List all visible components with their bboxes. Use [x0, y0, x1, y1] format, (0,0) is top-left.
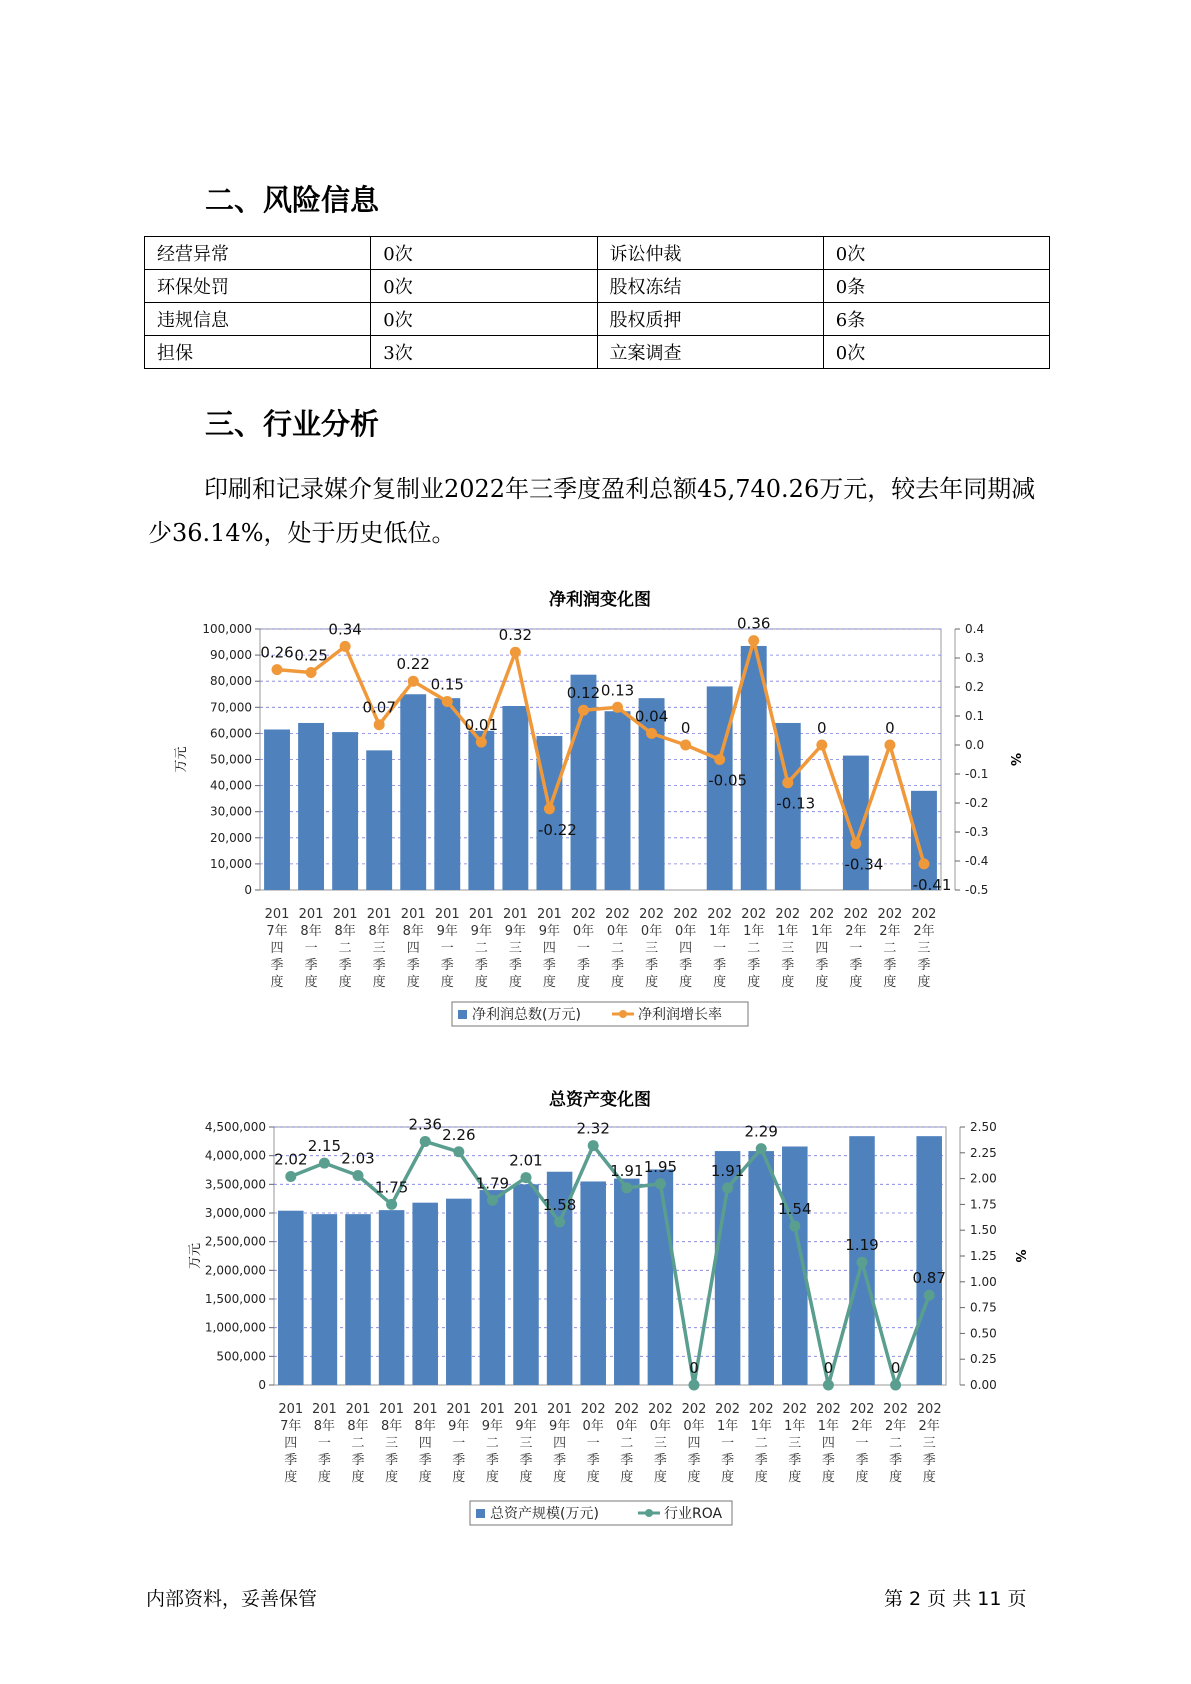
x-tick-label: 202 1年四季度 — [815, 1402, 841, 1485]
data-point — [374, 719, 385, 730]
bar — [345, 1214, 371, 1385]
risk-table — [144, 236, 1050, 369]
data-point — [340, 641, 351, 652]
data-label: 1.54 — [778, 1200, 812, 1219]
chart2-title: 总资产变化图 — [549, 1090, 651, 1110]
bar — [480, 1190, 506, 1385]
total-assets-chart — [150, 1115, 1050, 1545]
y-left-tick-label: 50,000 — [210, 752, 252, 767]
y-left-tick-label: 90,000 — [210, 648, 252, 663]
data-point — [714, 754, 725, 765]
x-tick-label: 202 2年二季度 — [877, 907, 903, 990]
y-left-tick-label: 2,000,000 — [204, 1263, 266, 1278]
data-label: 1.95 — [643, 1157, 678, 1176]
data-point — [612, 702, 623, 713]
risk-item-value: 0条 — [823, 270, 1049, 303]
data-label: 0 — [823, 1359, 834, 1377]
data-label: 0.01 — [464, 716, 499, 735]
x-tick-label: 201 9年四季度 — [547, 1402, 573, 1485]
y-right-axis-label: % — [1007, 752, 1022, 767]
data-point — [588, 1140, 599, 1151]
x-tick-label: 202 0年二季度 — [614, 1402, 640, 1485]
data-label: 0 — [890, 1359, 901, 1377]
data-label: 0.22 — [396, 655, 430, 674]
y-left-axis-label: 万元 — [188, 1242, 203, 1270]
bar — [446, 1199, 472, 1385]
risk-heading: 二、风险信息 — [205, 183, 380, 217]
legend-bar-label: 净利润总数(万元) — [472, 1007, 581, 1023]
y-left-tick-label: 3,000,000 — [204, 1206, 266, 1220]
data-point — [408, 676, 419, 687]
x-tick-label: 202 2年一季度 — [849, 1402, 875, 1485]
bar — [648, 1169, 674, 1385]
risk-item-value: 0次 — [823, 237, 1049, 270]
y-right-tick-label: -0.3 — [965, 825, 989, 839]
data-point — [890, 1380, 901, 1391]
data-point — [476, 737, 487, 748]
data-label: 2.26 — [442, 1125, 476, 1144]
x-tick-label: 202 2年一季度 — [843, 907, 869, 990]
data-label: 2.01 — [509, 1151, 543, 1170]
x-tick-label: 201 9年四季度 — [537, 907, 562, 990]
x-tick-label: 202 1年三季度 — [782, 1402, 808, 1485]
data-point — [510, 647, 521, 658]
data-label: 0.34 — [328, 620, 362, 639]
data-point — [857, 1257, 868, 1268]
data-point — [306, 667, 317, 678]
y-left-tick-label: 60,000 — [210, 726, 252, 741]
data-point — [621, 1182, 632, 1193]
table-row — [145, 270, 1050, 303]
risk-item-value: 6条 — [823, 303, 1049, 336]
y-right-tick-label: 0.2 — [965, 680, 985, 694]
risk-item-label: 诉讼仲裁 — [597, 237, 823, 270]
y-left-axis-label: 万元 — [174, 746, 189, 773]
x-tick-label: 202 2年三季度 — [916, 1402, 942, 1485]
bar — [412, 1203, 438, 1385]
bar — [264, 729, 290, 890]
chart1-title: 净利润变化图 — [549, 590, 651, 610]
table-row — [145, 336, 1050, 369]
bar — [580, 1181, 606, 1385]
bar — [379, 1210, 405, 1385]
x-tick-label: 201 8年一季度 — [311, 1402, 337, 1485]
x-tick-label: 201 9年一季度 — [446, 1402, 472, 1485]
data-label: -0.34 — [844, 855, 884, 874]
y-right-tick-label: 1.50 — [970, 1223, 997, 1238]
risk-item-value: 0次 — [371, 237, 597, 270]
data-label: 0 — [885, 719, 895, 737]
legend-bar-swatch — [476, 1509, 485, 1518]
risk-item-value: 0次 — [823, 336, 1049, 369]
data-label: 0.04 — [634, 707, 669, 726]
data-point — [521, 1172, 532, 1183]
bar — [434, 698, 460, 890]
industry-paragraph: 印刷和记录媒介复制业2022年三季度盈利总额45,740.26万元，较去年同期减少36.14%，处于历史低位。 — [148, 475, 1036, 547]
data-label: 1.91 — [610, 1161, 644, 1180]
data-label: 2.02 — [274, 1150, 308, 1169]
data-label: -0.13 — [776, 794, 816, 813]
x-tick-label: 202 0年四季度 — [673, 907, 699, 990]
y-right-tick-label: 0.3 — [965, 651, 985, 665]
data-point — [850, 838, 861, 849]
y-right-tick-label: 1.75 — [970, 1197, 997, 1212]
x-tick-label: 202 1年一季度 — [715, 1402, 741, 1485]
data-label: 0.13 — [600, 681, 635, 700]
data-label: -0.22 — [538, 820, 577, 839]
x-tick-label: 201 9年三季度 — [502, 907, 528, 990]
y-left-tick-label: 80,000 — [210, 674, 252, 689]
data-point — [748, 635, 759, 646]
y-left-tick-label: 0 — [244, 883, 252, 897]
data-label: 0.87 — [912, 1269, 946, 1288]
data-point — [924, 1290, 935, 1301]
y-right-tick-label: 0.1 — [965, 709, 985, 723]
bar — [468, 731, 494, 890]
data-point — [689, 1380, 700, 1391]
x-tick-label: 201 7年四季度 — [278, 1402, 304, 1485]
bar — [748, 1151, 774, 1385]
x-tick-label: 202 1年三季度 — [775, 907, 801, 990]
legend-line-marker — [645, 1509, 653, 1517]
y-left-tick-label: 500,000 — [216, 1349, 266, 1364]
y-right-axis-label: % — [1012, 1249, 1027, 1263]
data-point — [646, 728, 657, 739]
data-label: 2.36 — [408, 1115, 442, 1134]
x-tick-label: 201 9年二季度 — [468, 907, 494, 990]
data-point — [272, 664, 283, 675]
y-right-tick-label: 0.00 — [970, 1378, 997, 1392]
risk-item-label: 违规信息 — [145, 303, 371, 336]
bar — [400, 694, 426, 890]
data-point — [487, 1195, 498, 1206]
x-tick-label: 202 0年一季度 — [571, 907, 596, 990]
y-left-tick-label: 10,000 — [210, 856, 252, 871]
data-point — [756, 1143, 767, 1154]
data-point — [544, 803, 555, 814]
data-point — [319, 1158, 330, 1169]
x-tick-label: 201 9年一季度 — [434, 907, 460, 990]
data-label: 0.36 — [737, 615, 771, 633]
x-tick-label: 201 8年四季度 — [412, 1402, 438, 1485]
y-right-tick-label: 2.25 — [970, 1145, 997, 1160]
y-right-tick-label: 1.25 — [970, 1249, 997, 1263]
data-point — [823, 1380, 834, 1391]
x-tick-label: 201 8年一季度 — [298, 907, 324, 990]
bar — [366, 750, 392, 890]
data-label: 0.07 — [362, 698, 396, 717]
footer-left: 内部资料，妥善保管 — [146, 1588, 318, 1610]
data-label: -0.05 — [708, 771, 748, 790]
data-label: -0.41 — [912, 875, 952, 894]
industry-heading: 三、行业分析 — [205, 407, 380, 441]
data-point — [353, 1170, 364, 1181]
legend-line-label: 净利润增长率 — [638, 1007, 722, 1023]
y-right-tick-label: 0.4 — [965, 622, 985, 636]
x-tick-label: 201 8年三季度 — [379, 1402, 405, 1485]
bar — [513, 1184, 539, 1385]
bar — [298, 723, 324, 890]
data-point — [722, 1182, 733, 1193]
data-point — [918, 858, 929, 869]
data-label: 0 — [817, 719, 827, 737]
x-tick-label: 201 8年二季度 — [332, 907, 358, 990]
legend-line-marker — [619, 1010, 627, 1018]
data-label: 0.12 — [566, 684, 601, 703]
data-label: 0 — [680, 719, 691, 737]
bar — [312, 1214, 338, 1385]
data-label: 1.91 — [710, 1161, 745, 1180]
data-label: 0.25 — [294, 646, 328, 665]
y-left-tick-label: 1,000,000 — [204, 1320, 266, 1335]
y-right-tick-label: 1.00 — [970, 1274, 997, 1289]
x-tick-label: 202 1年四季度 — [809, 907, 835, 990]
x-tick-label: 201 8年三季度 — [366, 907, 392, 990]
y-left-tick-label: 20,000 — [210, 830, 252, 845]
x-tick-label: 202 0年三季度 — [647, 1402, 673, 1485]
y-right-tick-label: 2.00 — [970, 1171, 997, 1186]
x-tick-label: 202 1年二季度 — [748, 1402, 774, 1485]
risk-item-label: 股权质押 — [597, 303, 823, 336]
x-tick-label: 202 1年二季度 — [741, 907, 767, 990]
y-left-tick-label: 1,500,000 — [204, 1292, 266, 1306]
legend-bar-label: 总资产规模(万元) — [490, 1506, 599, 1522]
data-label: 1.58 — [542, 1195, 577, 1214]
y-left-tick-label: 0 — [258, 1378, 266, 1392]
risk-item-label: 经营异常 — [145, 237, 371, 270]
data-point — [420, 1136, 431, 1147]
data-point — [386, 1199, 397, 1210]
x-tick-label: 201 9年三季度 — [513, 1402, 539, 1485]
risk-item-value: 3次 — [371, 336, 597, 369]
data-point — [442, 696, 453, 707]
bar — [278, 1211, 304, 1385]
bar — [332, 732, 358, 890]
y-right-tick-label: 0.75 — [970, 1300, 997, 1315]
y-left-tick-label: 3,500,000 — [204, 1177, 266, 1192]
y-left-tick-label: 100,000 — [202, 622, 252, 636]
data-label: 1.75 — [374, 1178, 409, 1197]
y-left-tick-label: 2,500,000 — [204, 1234, 266, 1249]
data-point — [782, 777, 793, 788]
risk-item-value: 0次 — [371, 303, 597, 336]
data-label: 2.15 — [307, 1137, 342, 1156]
data-point — [285, 1171, 296, 1182]
y-right-tick-label: -0.5 — [965, 883, 989, 897]
x-tick-label: 202 2年二季度 — [883, 1402, 909, 1485]
bar — [614, 1179, 640, 1385]
x-tick-label: 202 2年三季度 — [911, 907, 937, 990]
footer-right: 第 2 页 共 11 页 — [884, 1588, 1027, 1610]
x-tick-label: 202 0年二季度 — [605, 907, 630, 990]
data-point — [655, 1178, 666, 1189]
y-right-tick-label: -0.4 — [965, 854, 989, 868]
x-tick-label: 201 9年二季度 — [479, 1402, 505, 1485]
bar — [916, 1136, 942, 1385]
data-point — [789, 1221, 800, 1232]
y-right-tick-label: -0.2 — [965, 796, 989, 810]
data-point — [554, 1216, 565, 1227]
x-tick-label: 202 0年四季度 — [681, 1402, 707, 1485]
data-label: 1.79 — [475, 1174, 510, 1193]
data-point — [578, 705, 589, 716]
legend-bar-swatch — [458, 1010, 467, 1019]
y-right-tick-label: 2.50 — [970, 1120, 997, 1134]
y-right-tick-label: 0.50 — [970, 1326, 997, 1341]
y-left-tick-label: 4,500,000 — [204, 1120, 266, 1134]
risk-item-value: 0次 — [371, 270, 597, 303]
x-tick-label: 201 8年二季度 — [345, 1402, 371, 1485]
data-label: 0 — [689, 1359, 699, 1377]
x-tick-label: 201 8年四季度 — [400, 907, 426, 990]
x-tick-label: 201 7年四季度 — [264, 907, 290, 990]
y-left-tick-label: 4,000,000 — [204, 1148, 266, 1163]
bar — [605, 711, 631, 890]
risk-item-label: 担保 — [145, 336, 371, 369]
risk-item-label: 环保处罚 — [145, 270, 371, 303]
data-label: 2.03 — [341, 1149, 375, 1168]
data-point — [453, 1146, 464, 1157]
data-label: 2.32 — [576, 1119, 610, 1138]
data-label: 0.15 — [430, 675, 464, 694]
data-point — [680, 740, 691, 751]
data-label: 0.32 — [498, 626, 533, 645]
risk-item-label: 立案调查 — [597, 336, 823, 369]
y-left-tick-label: 30,000 — [210, 804, 252, 819]
data-label: 1.19 — [845, 1236, 879, 1255]
x-tick-label: 202 1年一季度 — [707, 907, 733, 990]
risk-item-label: 股权冻结 — [597, 270, 823, 303]
y-left-tick-label: 70,000 — [210, 700, 252, 715]
legend-line-label: 行业ROA — [664, 1506, 723, 1522]
data-point — [816, 740, 827, 751]
table-row — [145, 303, 1050, 336]
x-tick-label: 202 0年三季度 — [639, 907, 664, 990]
x-tick-label: 202 0年一季度 — [580, 1402, 606, 1485]
data-label: 2.29 — [744, 1122, 778, 1141]
y-left-tick-label: 40,000 — [210, 778, 252, 793]
y-right-tick-label: 0.0 — [965, 738, 985, 752]
table-row — [145, 237, 1050, 270]
y-right-tick-label: -0.1 — [965, 767, 989, 781]
net-profit-chart — [150, 615, 1050, 1035]
bar — [502, 706, 528, 890]
data-point — [884, 740, 895, 751]
data-label: 0.26 — [260, 643, 294, 662]
y-right-tick-label: 0.25 — [970, 1352, 997, 1367]
